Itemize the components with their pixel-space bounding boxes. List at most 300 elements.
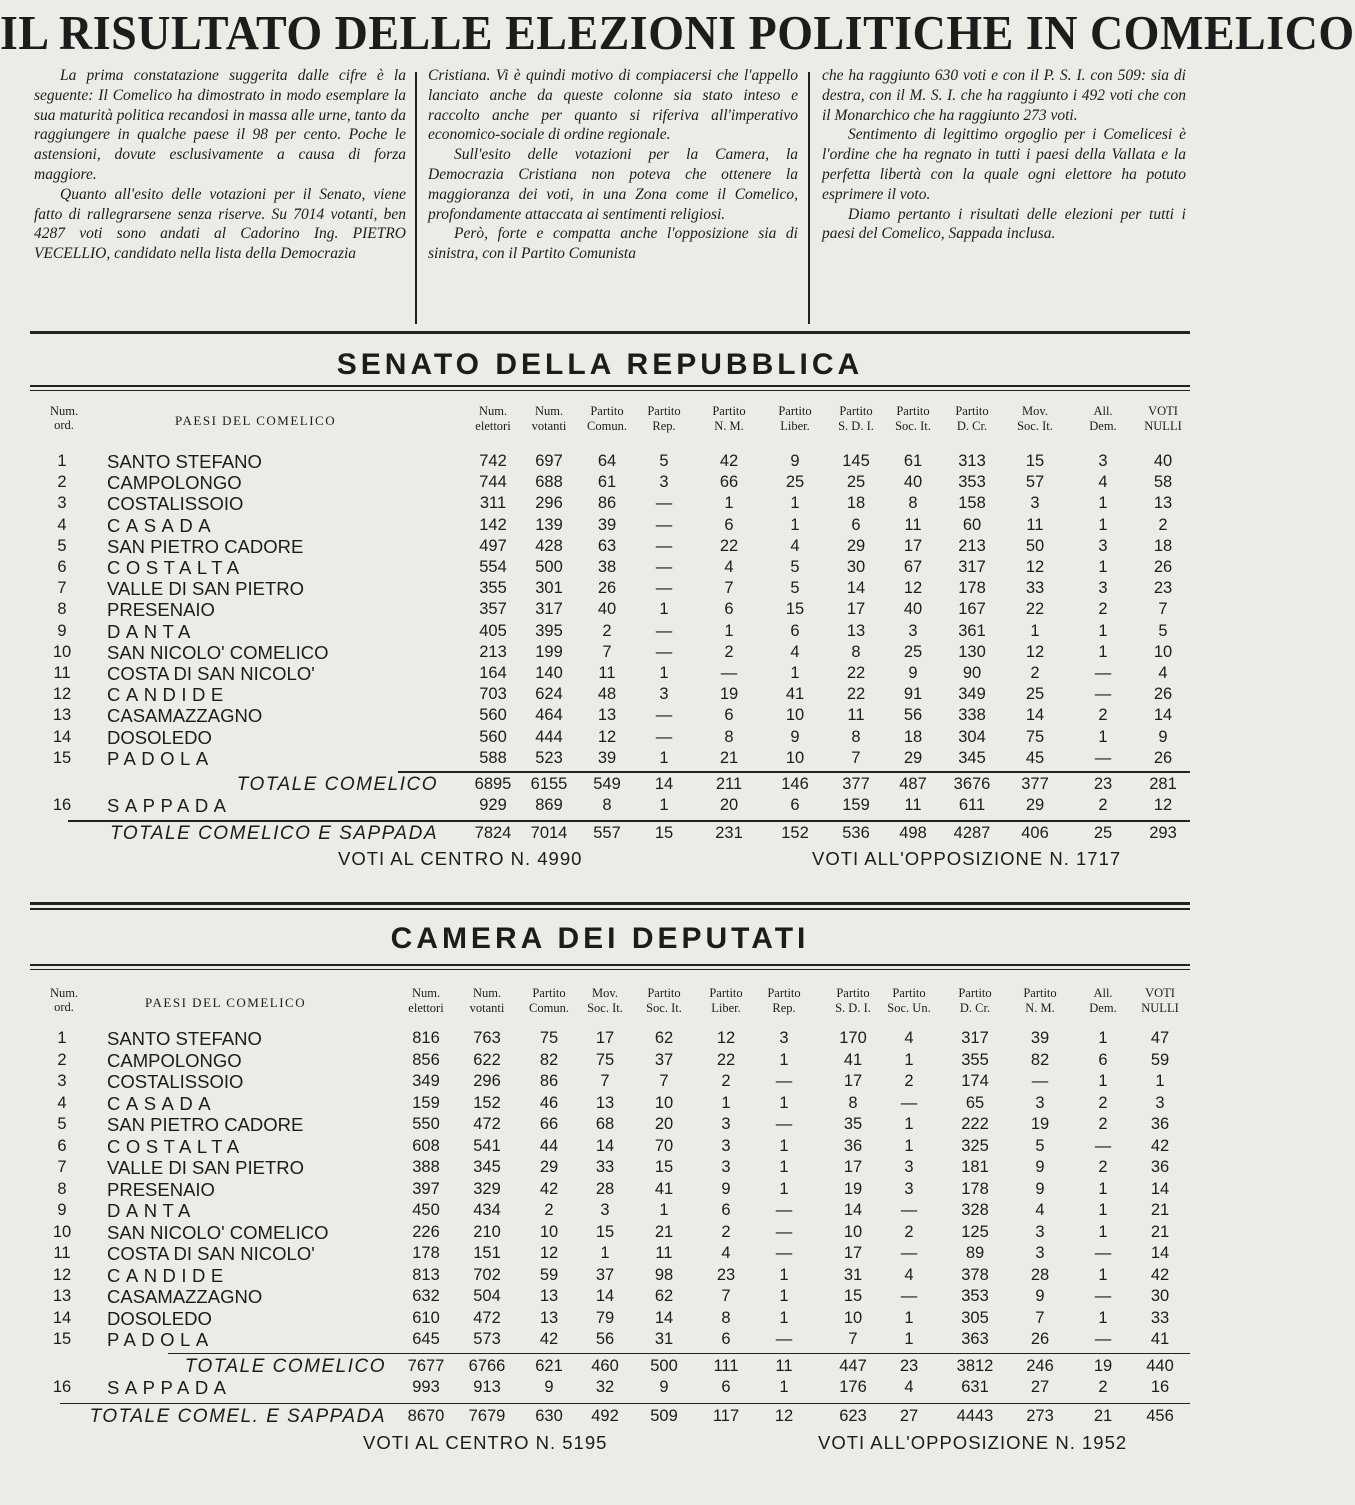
column-header: Partito (647, 986, 681, 1000)
table-cell: 37 (595, 1265, 615, 1284)
table-cell: 38 (597, 558, 617, 576)
table-cell: — (655, 536, 673, 555)
table-cell: 702 (473, 1265, 501, 1284)
table-cell: 40 (597, 600, 617, 619)
row-number: 1 (57, 1029, 67, 1047)
table-cell: 6 (724, 706, 734, 725)
column-header: N. M. (714, 419, 744, 433)
column-header: votanti (469, 1001, 505, 1015)
table-cell: — (900, 1093, 918, 1112)
table-cell: 856 (412, 1050, 440, 1069)
column-header: Comun. (587, 419, 627, 433)
table-cell: 25 (846, 473, 866, 492)
town-name: COSTA DI SAN NICOLO' (107, 1243, 315, 1264)
table-cell: 125 (961, 1222, 989, 1241)
table-cell: 41 (1150, 1330, 1170, 1348)
town-name: PRESENAIO (107, 599, 215, 621)
column-header: D. Cr. (956, 419, 988, 433)
table-cell: 623 (839, 1406, 867, 1425)
table-cell: 10 (1153, 642, 1173, 661)
table-cell: 4 (721, 1244, 731, 1262)
table-row (0, 1114, 1200, 1135)
table-row (0, 1286, 1200, 1307)
table-cell: 21 (1093, 1406, 1113, 1425)
column-header: Partito (778, 404, 812, 418)
table-cell: 349 (412, 1072, 440, 1090)
table-cell: 3 (779, 1029, 789, 1047)
table-cell: 624 (535, 685, 563, 704)
table-cell: 222 (961, 1115, 989, 1133)
table-cell: 33 (1150, 1308, 1170, 1327)
table-cell: 1 (779, 1158, 789, 1176)
table-cell: 11 (598, 664, 616, 682)
table-cell: 296 (473, 1072, 501, 1090)
table-cell: 178 (412, 1244, 440, 1262)
column-header: N. M. (1025, 1001, 1055, 1015)
town-name: SAPPADA (107, 795, 232, 817)
table-row (0, 1093, 1200, 1114)
table-row (0, 1243, 1200, 1264)
table-cell: 8670 (407, 1406, 445, 1425)
table-row (0, 1028, 1200, 1049)
table-cell: 345 (473, 1158, 501, 1176)
table-cell: 1 (779, 1287, 789, 1305)
intro-paragraph: La prima constatazione suggerita dalle cifre è la seguente: Il Comelico ha dimostrato in modo esemplare la sua maturità politica recandosi in massa alle urne, tanto da raggiungere in qualche paese il 98 per cento. Poche le astensioni, dovute esclusivamente a causa di forza maggiore. (34, 67, 406, 183)
column-header: S. D. I. (838, 419, 874, 433)
table-cell: 42 (539, 1179, 559, 1198)
intro-paragraph: Diamo pertanto i risultati delle elezioni per tutti i paesi del Comelico, Sappada inclusa. (822, 205, 1186, 243)
table-cell: 139 (535, 515, 563, 534)
table-cell: 497 (479, 536, 507, 555)
table-cell: 41 (843, 1050, 863, 1069)
divider-rule (68, 820, 1190, 822)
table-cell: 2 (1098, 600, 1108, 619)
table-cell: 608 (412, 1136, 440, 1155)
table-cell: 3 (1030, 494, 1040, 513)
table-cell: 25 (1025, 685, 1045, 704)
town-name: COSTALTA (107, 1135, 245, 1157)
row-number: 5 (57, 1115, 67, 1133)
column-header: NULLI (1144, 419, 1182, 433)
column-header: Num. (472, 986, 502, 1000)
column-header: elettori (475, 419, 511, 433)
table-cell: 2 (1158, 515, 1168, 534)
column-header: Num. (478, 404, 508, 418)
table-cell: 3 (904, 1179, 914, 1198)
table-cell: 2 (1030, 664, 1040, 682)
table-cell: 4 (1158, 664, 1168, 682)
table-cell: 487 (899, 775, 927, 793)
table-cell: 7677 (407, 1356, 445, 1375)
table-cell: 12 (539, 1244, 559, 1262)
table-cell: 355 (961, 1050, 989, 1069)
table-cell: 305 (961, 1308, 989, 1327)
row-number: 12 (52, 685, 72, 704)
table-cell: 26 (597, 579, 617, 598)
intro-paragraph: che ha raggiunto 630 voti e con il P. S. I. con 509: sia di destra, con il M. S. I. che ha raggiunto i 492 voti che con il Monarchico che ha raggiunto 273 voti. (822, 67, 1186, 124)
table-cell: 1 (779, 1179, 789, 1198)
table-cell: 504 (473, 1287, 501, 1305)
column-header: Mov. (592, 986, 618, 1000)
table-cell: 1 (904, 1308, 914, 1327)
table-cell: 11 (904, 796, 922, 815)
table-cell: 3 (1098, 536, 1108, 555)
town-name: CASADA (107, 1092, 217, 1114)
table-cell: 541 (473, 1136, 501, 1155)
table-cell: 98 (654, 1265, 674, 1284)
table-cell: 30 (846, 558, 866, 576)
divider-rule (60, 1403, 1190, 1405)
table-cell: 447 (839, 1356, 867, 1375)
table-cell: 6 (724, 600, 734, 619)
table-cell: 30 (1150, 1287, 1170, 1305)
table-cell: 1 (779, 1308, 789, 1327)
table-cell: 48 (597, 685, 617, 704)
table-cell: 59 (1150, 1050, 1170, 1069)
table-cell: 178 (958, 579, 986, 598)
column-header: Num. (411, 986, 441, 1000)
town-name: DOSOLEDO (107, 726, 212, 748)
voti-centro: VOTI AL CENTRO N. 5195 (363, 1432, 608, 1453)
table-cell: 17 (903, 536, 923, 555)
total-row (0, 823, 1200, 844)
table-cell: — (1094, 1330, 1112, 1348)
town-name: CASADA (107, 514, 217, 536)
table-cell: 246 (1026, 1356, 1054, 1375)
table-cell: 377 (842, 775, 870, 793)
table-cell: — (900, 1244, 918, 1262)
total-row (0, 1406, 1200, 1427)
table-cell: 3 (1155, 1093, 1165, 1112)
table-cell: 8 (724, 727, 734, 746)
table-row (0, 748, 1200, 769)
table-cell: 3 (721, 1136, 731, 1155)
row-number: 11 (53, 1244, 71, 1262)
table-cell: 45 (1025, 748, 1045, 767)
row-number: 7 (57, 1158, 67, 1176)
table-cell: 29 (846, 536, 866, 555)
table-cell: 39 (1030, 1029, 1050, 1047)
row-number: 16 (52, 1378, 72, 1396)
column-divider (415, 72, 417, 324)
table-cell: 2 (721, 1072, 731, 1090)
column-header: Partito (958, 986, 992, 1000)
table-cell: 142 (479, 515, 507, 534)
table-cell: 3 (1098, 452, 1108, 470)
table-cell: 213 (958, 536, 986, 555)
table-cell: 6 (721, 1330, 731, 1348)
table-cell: 645 (412, 1330, 440, 1348)
table-cell: 17 (843, 1244, 863, 1262)
table-cell: 60 (962, 515, 982, 534)
table-cell: 7 (600, 1072, 610, 1090)
table-cell: 23 (1093, 775, 1113, 793)
table-cell: 325 (961, 1136, 989, 1155)
table-cell: 12 (903, 579, 923, 598)
table-cell: 20 (654, 1115, 674, 1133)
table-cell: 472 (473, 1115, 501, 1133)
table-cell: 1 (1098, 558, 1108, 576)
table-cell: 361 (958, 621, 986, 640)
column-header: votanti (531, 419, 567, 433)
row-number: 15 (52, 748, 72, 767)
table-cell: — (655, 727, 673, 746)
divider-rule (30, 902, 1190, 905)
table-row (0, 493, 1200, 514)
table-cell: 4 (1098, 473, 1108, 492)
table-cell: 1 (1098, 1308, 1108, 1327)
table-cell: 18 (846, 494, 866, 513)
table-cell: 5 (659, 452, 669, 470)
divider-rule (30, 390, 1190, 391)
intro-paragraph: Cristiana. Vi è quindi motivo di compiacersi che l'appello lanciato anche da queste colonne sia stato inteso e raccolto anche per quanto si riferiva all'imperativo economico-sociale di ordine regionale. (428, 67, 798, 144)
column-header: VOTI (1148, 404, 1178, 418)
table-cell: 8 (721, 1308, 731, 1327)
table-cell: 1 (779, 1050, 789, 1069)
table-row (0, 1136, 1200, 1157)
table-cell: 1 (1030, 621, 1040, 640)
table-cell: 4287 (953, 824, 991, 843)
total-row (0, 1356, 1200, 1377)
table-cell: 345 (958, 748, 986, 767)
table-cell: 1 (1098, 1201, 1108, 1219)
table-cell: 7 (602, 642, 612, 661)
table-cell: 4 (790, 642, 800, 661)
table-cell: 21 (1150, 1201, 1170, 1219)
table-cell: 632 (412, 1287, 440, 1305)
table-cell: 66 (719, 473, 739, 492)
table-cell: 813 (412, 1265, 440, 1284)
table-cell: 42 (1150, 1136, 1170, 1155)
table-cell: 20 (719, 796, 739, 815)
table-cell: 50 (1025, 536, 1045, 555)
column-header: D. Cr. (959, 1001, 991, 1015)
table-cell: 869 (535, 796, 563, 815)
table-cell: 39 (597, 748, 617, 767)
column-header: Dem. (1089, 1001, 1117, 1015)
table-cell: 397 (412, 1179, 440, 1198)
intro-column-1 (34, 66, 406, 328)
table-cell: — (1094, 748, 1112, 767)
table-cell: 91 (903, 685, 923, 704)
table-cell: 64 (597, 452, 617, 470)
column-header: Partito (767, 986, 801, 1000)
row-number: 12 (52, 1265, 72, 1284)
town-name: DANTA (107, 1200, 196, 1221)
table-cell: 62 (654, 1029, 674, 1047)
intro-paragraph: Però, forte e compatta anche l'opposizione sia di sinistra, con il Partito Comunista (428, 225, 798, 263)
row-number: 10 (52, 642, 72, 661)
divider-rule (30, 969, 1190, 970)
table-cell: 6155 (530, 775, 568, 793)
table-cell: 742 (479, 452, 507, 470)
table-cell: 226 (412, 1222, 440, 1241)
table-cell: 688 (535, 473, 563, 492)
column-header: Rep. (652, 419, 676, 433)
table-cell: 9 (790, 727, 800, 746)
table-cell: 313 (958, 452, 986, 470)
table-cell: 41 (654, 1179, 674, 1198)
town-name: PRESENAIO (107, 1178, 215, 1200)
table-row (0, 557, 1200, 578)
table-cell: — (775, 1072, 793, 1090)
table-cell: 22 (716, 1050, 736, 1069)
table-cell: 213 (479, 642, 507, 661)
table-cell: 6 (721, 1201, 731, 1219)
table-cell: 3676 (953, 775, 991, 793)
table-row (0, 1222, 1200, 1243)
table-cell: 15 (843, 1287, 863, 1305)
table-cell: 304 (958, 727, 986, 746)
table-cell: 59 (539, 1265, 559, 1284)
table-cell: 14 (1150, 1244, 1170, 1262)
table-cell: 388 (412, 1158, 440, 1176)
table-cell: 3 (659, 685, 669, 704)
table-cell: 46 (539, 1093, 559, 1112)
row-number: 9 (57, 621, 67, 640)
table-cell: 6 (851, 515, 861, 534)
row-number: 3 (57, 1072, 67, 1090)
voti-centro: VOTI AL CENTRO N. 4990 (338, 847, 583, 869)
table-cell: 744 (479, 473, 507, 492)
table-cell: 357 (479, 600, 507, 619)
column-header: Partito (709, 986, 743, 1000)
column-header: Partito (590, 404, 624, 418)
table-cell: 1 (904, 1136, 914, 1155)
table-row (0, 727, 1200, 748)
table-cell: — (655, 642, 673, 661)
table-cell: 12 (1153, 796, 1173, 815)
voti-opposizione: VOTI ALL'OPPOSIZIONE N. 1952 (818, 1432, 1128, 1453)
column-header: Partito (955, 404, 989, 418)
table-cell: 21 (719, 748, 739, 767)
intro-paragraph: Quanto all'esito delle votazioni per il Senato, viene fatto di rallegrarsene senza riserve. Su 7014 votanti, ben 4287 voti sono andati al Cadorino Ing. PIETRO VECELLIO, candidato nella lista della Democrazia (34, 185, 406, 263)
town-name: CASAMAZZAGNO (107, 705, 263, 727)
column-header: NULLI (1141, 1001, 1179, 1015)
table-cell: 5 (1035, 1136, 1045, 1155)
table-cell: 913 (473, 1378, 501, 1396)
table-cell: 440 (1146, 1356, 1174, 1375)
column-header: Comun. (529, 1001, 569, 1015)
table-cell: 549 (593, 775, 621, 793)
row-number: 14 (52, 1308, 72, 1327)
table-cell: 1 (659, 664, 669, 682)
table-cell: 14 (843, 1201, 863, 1219)
table-cell: 317 (961, 1029, 989, 1047)
table-cell: 27 (1030, 1378, 1050, 1396)
row-number: 11 (53, 664, 71, 682)
table-cell: 8 (848, 1093, 858, 1112)
table-cell: 40 (1153, 452, 1173, 470)
table-cell: 23 (899, 1356, 919, 1375)
column-header: Dem. (1089, 419, 1117, 433)
table-cell: 19 (1030, 1115, 1050, 1133)
table-cell: 22 (846, 664, 866, 682)
table-row (0, 578, 1200, 599)
table-cell: 19 (843, 1179, 863, 1198)
table-cell: 2 (1098, 1378, 1108, 1396)
table-cell: 8 (851, 727, 861, 746)
table-cell: 1 (790, 494, 800, 513)
column-divider (808, 72, 810, 324)
column-header: Partito (712, 404, 746, 418)
table-cell: 1 (1098, 1265, 1108, 1284)
table-cell: 14 (846, 579, 866, 598)
table-cell: 33 (1025, 579, 1045, 598)
table-row (0, 1377, 1200, 1398)
table-cell: 39 (597, 515, 617, 534)
column-header: Rep. (772, 1001, 796, 1015)
table-cell: 7014 (530, 824, 568, 843)
row-number: 6 (57, 558, 67, 576)
table-cell: 13 (539, 1308, 559, 1327)
column-header: elettori (408, 1001, 444, 1015)
table-cell: 929 (479, 796, 507, 815)
table-cell: 560 (479, 727, 507, 746)
table-cell: 140 (535, 664, 563, 682)
table-cell: 1 (1155, 1072, 1165, 1090)
table-cell: 28 (595, 1179, 615, 1198)
table-cell: 536 (842, 824, 870, 843)
table-cell: 611 (958, 796, 986, 815)
table-cell: 4 (724, 558, 734, 576)
row-number: 16 (52, 796, 72, 815)
table-cell: 18 (903, 727, 923, 746)
table-cell: 36 (1150, 1158, 1170, 1176)
table-cell: 90 (962, 664, 982, 682)
table-cell: 17 (595, 1029, 615, 1047)
table-cell: 3812 (956, 1356, 994, 1375)
table-cell: 1 (1098, 642, 1108, 661)
table-cell: 11 (1026, 515, 1044, 534)
table-cell: 12 (1025, 642, 1045, 661)
table-cell: 82 (1030, 1050, 1050, 1069)
table-cell: 28 (1030, 1265, 1050, 1284)
table-cell: 1 (724, 621, 734, 640)
table-cell: 146 (781, 775, 809, 793)
table-cell: 56 (595, 1330, 615, 1348)
table-cell: 25 (903, 642, 923, 661)
divider-rule (398, 771, 1190, 773)
table-cell: 12 (716, 1029, 736, 1047)
table-cell: 3 (600, 1201, 610, 1219)
table-cell: 164 (479, 664, 507, 682)
table-cell: 117 (712, 1406, 740, 1425)
town-name: PADOLA (107, 747, 214, 769)
table-cell: 40 (903, 473, 923, 492)
table-cell: 2 (1098, 796, 1108, 815)
table-cell: 763 (473, 1029, 501, 1047)
table-cell: 10 (785, 748, 805, 767)
total-label: TOTALE COMELICO (184, 1355, 386, 1377)
table-cell: 9 (790, 452, 800, 470)
table-cell: 35 (843, 1115, 863, 1133)
table-cell: 17 (846, 600, 866, 619)
table-cell: 2 (544, 1201, 554, 1219)
row-number: 5 (57, 536, 67, 555)
table-cell: 15 (595, 1222, 615, 1241)
table-cell: 75 (1025, 727, 1045, 746)
divider-rule (168, 1353, 1190, 1355)
table-cell: 15 (785, 600, 805, 619)
table-cell: 610 (412, 1308, 440, 1327)
table-cell: 210 (473, 1222, 501, 1241)
table-cell: 70 (654, 1136, 674, 1155)
num-ord-header: Num. (49, 404, 79, 418)
table-cell: 21 (1150, 1222, 1170, 1241)
row-number: 7 (57, 579, 67, 598)
table-cell: 363 (961, 1330, 989, 1348)
